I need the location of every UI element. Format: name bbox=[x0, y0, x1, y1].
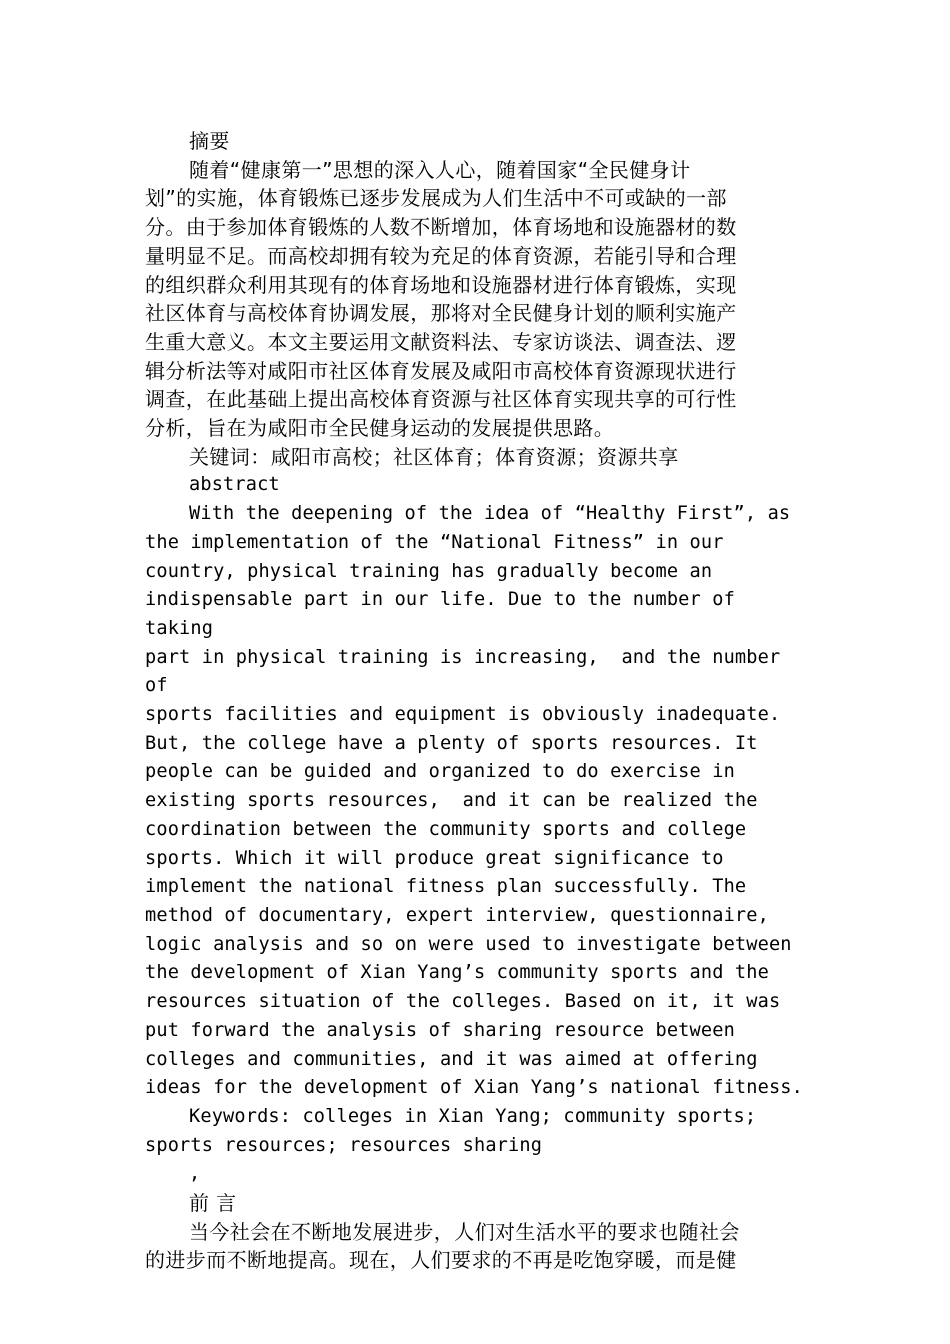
abstract-en-line: resources situation of the colleges. Based on it, it was bbox=[145, 991, 781, 1013]
abstract-en-line: country, physical training has gradually become an bbox=[145, 560, 713, 582]
abstract-en-heading: abstract bbox=[189, 474, 280, 496]
abstract-en-line: coordination between the community sports and college bbox=[145, 818, 747, 840]
preface-line: 的进步而不断地提高。现在，人们要求的不再是吃饱穿暖，而是健 bbox=[145, 1248, 737, 1273]
abstract-cn-heading: 摘要 bbox=[189, 129, 230, 153]
abstract-cn-line: 辑分析法等对咸阳市社区体育发展及咸阳市高校体育资源现状进行 bbox=[145, 358, 737, 383]
abstract-en-line: method of documentary, expert interview, questionnaire, bbox=[145, 904, 769, 926]
abstract-cn-line: 分。由于参加体育锻炼的人数不断增加，体育场地和设施器材的数 bbox=[145, 215, 737, 240]
abstract-cn-keywords: 关键词：咸阳市高校；社区体育；体育资源；资源共享 bbox=[189, 444, 679, 469]
abstract-en-line: colleges and communities, and it was aimed at offering bbox=[145, 1048, 758, 1070]
abstract-en-line: implement the national fitness plan successfully. The bbox=[145, 876, 747, 898]
stray-comma: , bbox=[189, 1163, 201, 1185]
preface-line: 当今社会在不断地发展进步，人们对生活水平的要求也随社会 bbox=[189, 1219, 740, 1244]
abstract-cn-line: 分析，旨在为咸阳市全民健身运动的发展提供思路。 bbox=[145, 416, 615, 441]
document-page bbox=[145, 127, 810, 1275]
abstract-en-line: logic analysis and so on were used to investigate between bbox=[145, 933, 792, 955]
abstract-en-line: ideas for the development of Xian Yang’s national fitness. bbox=[145, 1077, 803, 1099]
abstract-cn-line: 生重大意义。本文主要运用文献资料法、专家访谈法、调查法、逻 bbox=[145, 329, 737, 354]
abstract-en-line: the implementation of the “National Fitness” in our bbox=[145, 531, 724, 553]
abstract-cn-line: 划”的实施，体育锻炼已逐步发展成为人们生活中不可或缺的一部 bbox=[145, 186, 727, 211]
abstract-en-line: part in physical training is increasing, and the number of bbox=[145, 646, 792, 697]
abstract-en-line: sports facilities and equipment is obviously inadequate. bbox=[145, 704, 781, 726]
abstract-en-line: put forward the analysis of sharing resource between bbox=[145, 1019, 735, 1041]
abstract-cn-line: 的组织群众利用其现有的体育场地和设施器材进行体育锻炼，实现 bbox=[145, 272, 737, 297]
abstract-en-keywords: Keywords: colleges in Xian Yang; community sports; bbox=[189, 1105, 757, 1127]
abstract-cn-line: 量明显不足。而高校却拥有较为充足的体育资源，若能引导和合理 bbox=[145, 243, 737, 268]
abstract-cn-line: 调查，在此基础上提出高校体育资源与社区体育实现共享的可行性 bbox=[145, 387, 737, 412]
abstract-en-line: the development of Xian Yang’s community sports and the bbox=[145, 962, 769, 984]
abstract-en-line: With the deepening of the idea of “Healthy First”, as bbox=[189, 503, 791, 525]
abstract-cn-line: 随着“健康第一”思想的深入人心，随着国家“全民健身计 bbox=[189, 157, 691, 182]
abstract-en-line: indispensable part in our life. Due to the number of taking bbox=[145, 589, 747, 639]
abstract-en-line: people can be guided and organized to do exercise in bbox=[145, 761, 735, 783]
abstract-en-line: But, the college have a plenty of sports resources. It bbox=[145, 732, 758, 754]
abstract-en-keywords: sports resources; resources sharing bbox=[145, 1134, 543, 1156]
abstract-en-line: existing sports resources, and it can be realized the bbox=[145, 790, 758, 812]
abstract-cn-line: 社区体育与高校体育协调发展，那将对全民健身计划的顺利实施产 bbox=[145, 301, 737, 326]
preface-heading: 前 言 bbox=[189, 1191, 237, 1216]
abstract-en-line: sports. Which it will produce great significance to bbox=[145, 847, 724, 869]
